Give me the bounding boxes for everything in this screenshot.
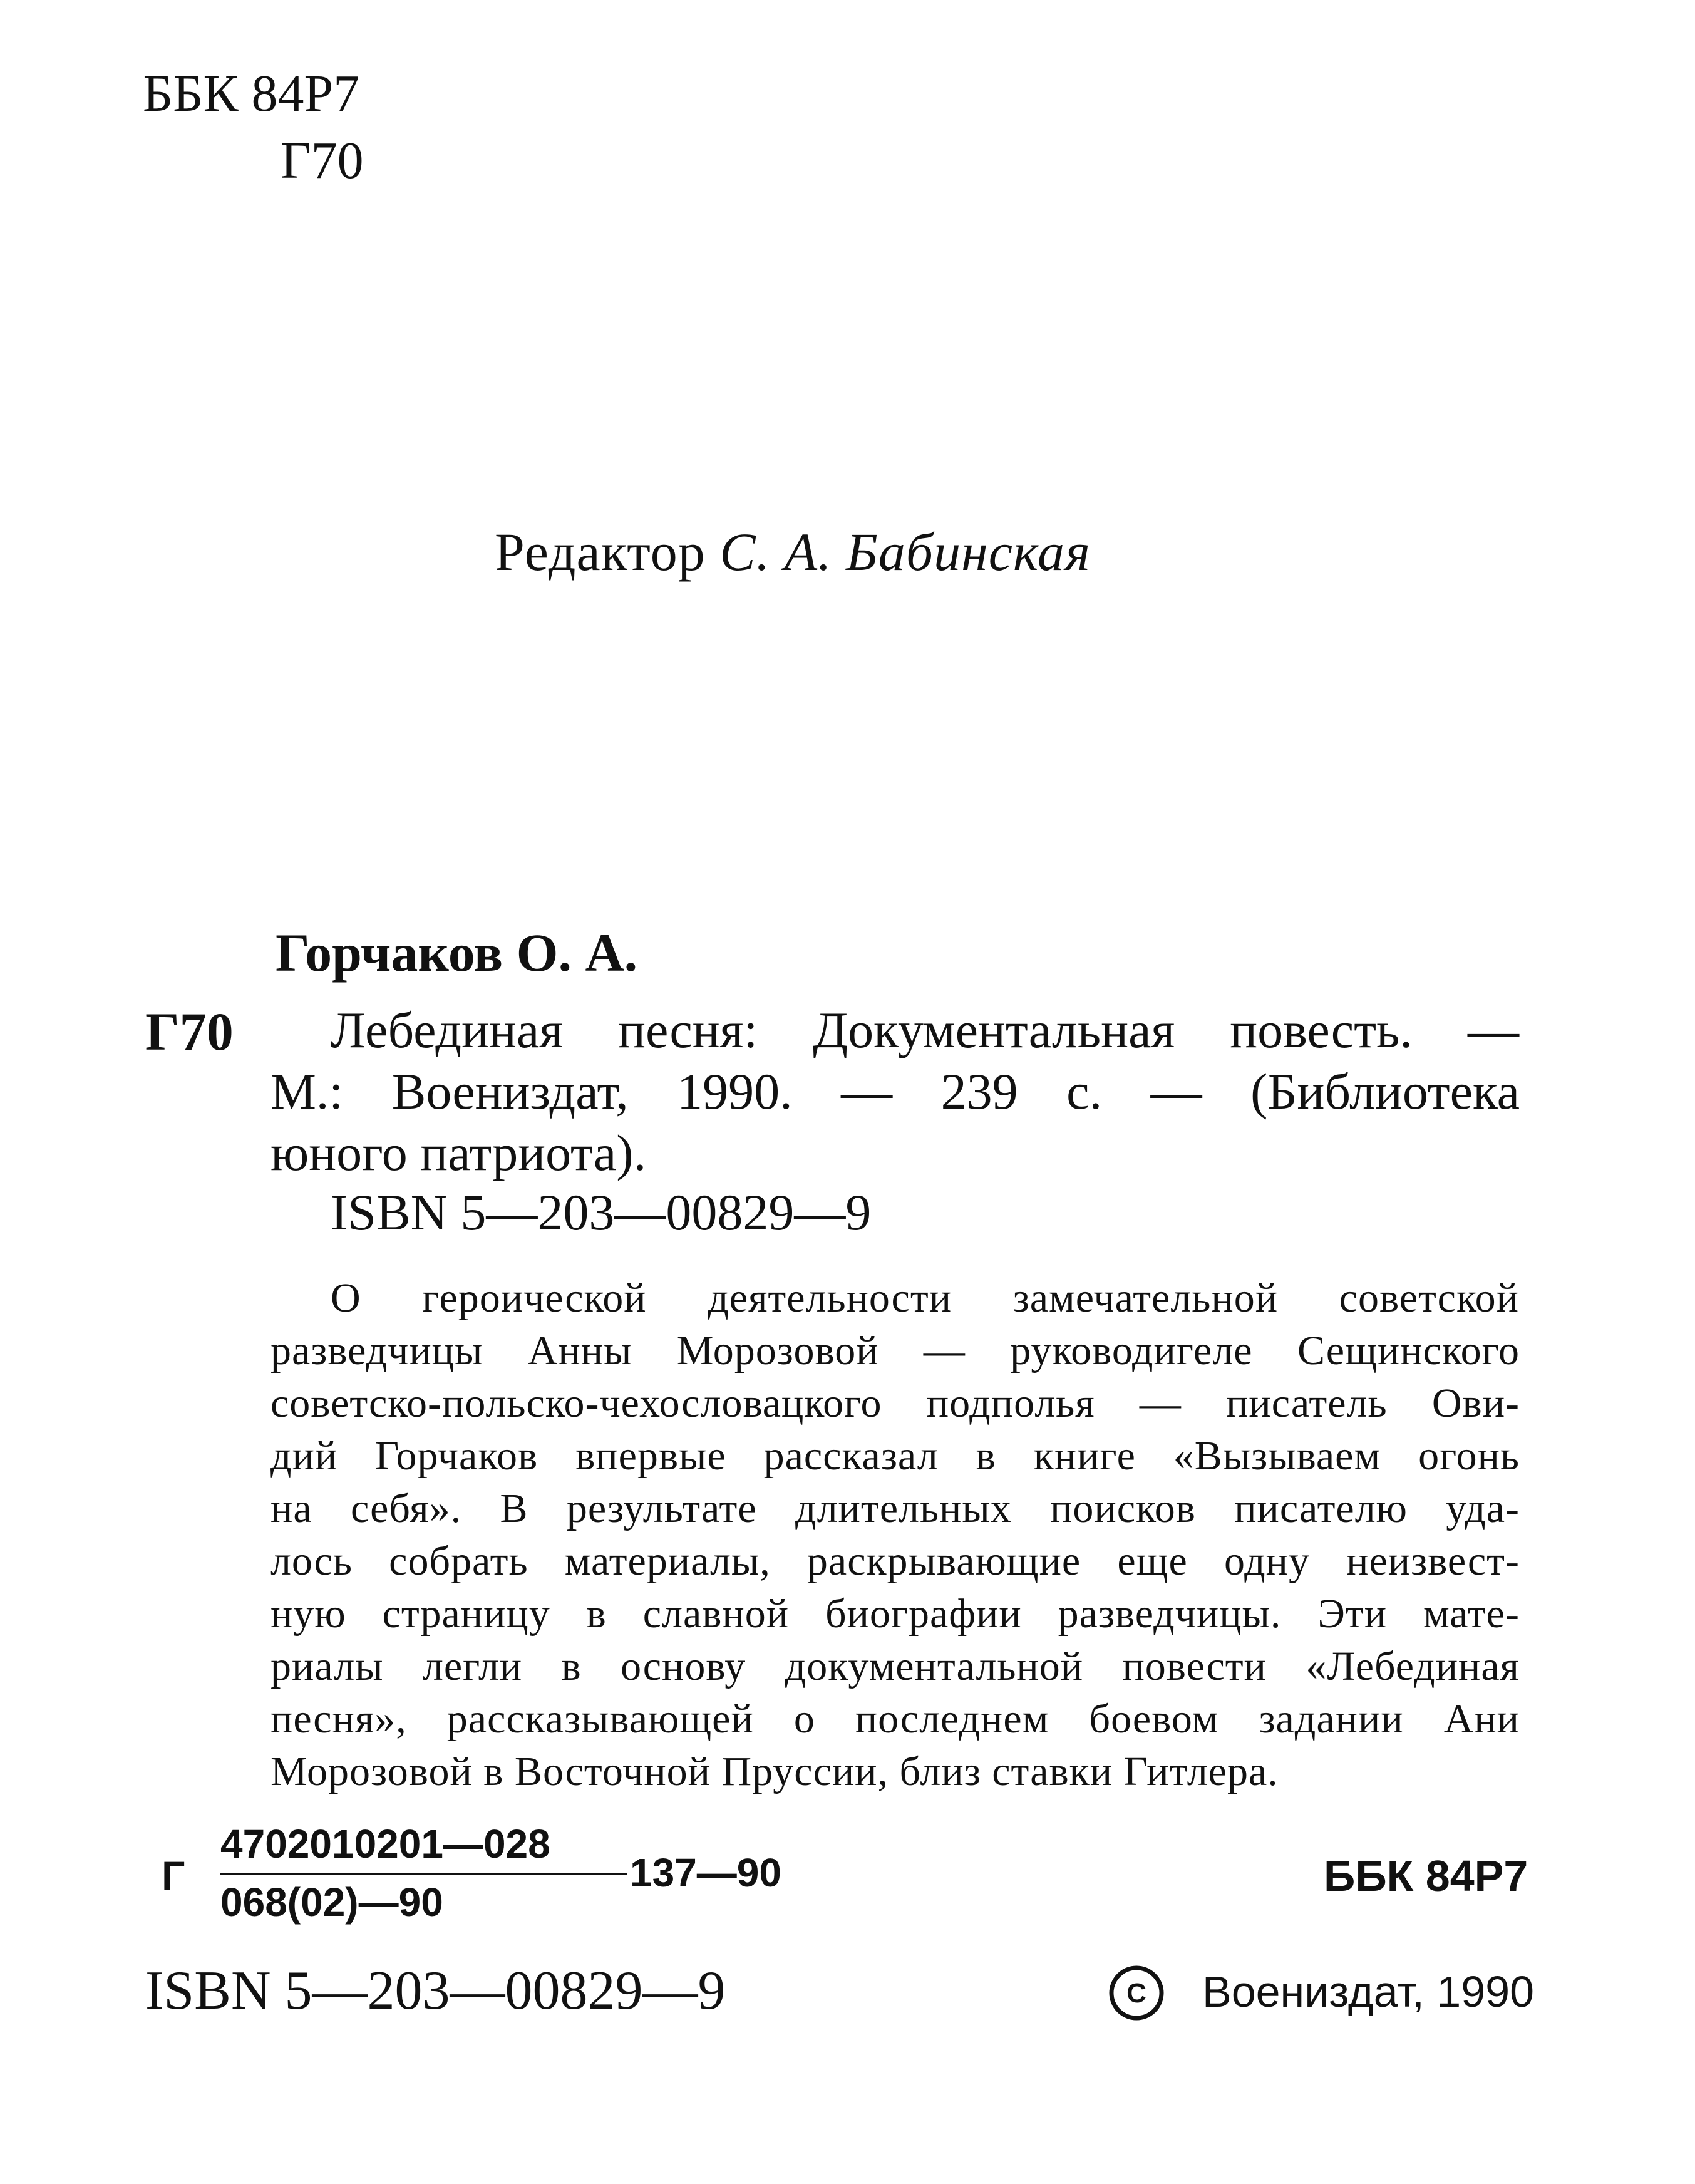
- annotation-line-2: разведчицы Анны Морозовой — руководигеле Сещинского: [270, 1328, 1520, 1374]
- copyright-holder: Воениздат, 1990: [1202, 1967, 1535, 2016]
- footer-g-letter: Г: [162, 1853, 185, 1899]
- annotation-line-10: Морозовой в Восточной Пруссии, близ ставки Гитлера.: [270, 1749, 1279, 1794]
- code-fraction-rule: [220, 1873, 627, 1875]
- annotation-line-8: риалы легли в основу документальной повести «Лебединая: [270, 1643, 1520, 1689]
- copyright-icon: [1108, 1965, 1165, 2021]
- card-author-mark: Г70: [145, 1001, 234, 1062]
- annotation-line-5: на себя». В результате длительных поисков писателю уда-: [270, 1486, 1520, 1531]
- copyright-letter: C: [1126, 1978, 1146, 2009]
- code-numerator: 4702010201—028: [220, 1821, 550, 1866]
- author-mark-top: Г70: [281, 132, 364, 190]
- bibliographic-line-3: юного патриота).: [270, 1124, 647, 1181]
- code-suffix: 137—90: [630, 1850, 781, 1895]
- card-author: Горчаков О. А.: [276, 923, 638, 983]
- bbk-code-bottom: ББК 84Р7: [1324, 1851, 1528, 1900]
- editor-label: Редактор: [495, 522, 706, 582]
- bibliographic-line-2: М.: Воениздат, 1990. — 239 с. — (Библиотека: [270, 1063, 1520, 1120]
- editor-line: [495, 522, 1091, 582]
- annotation-line-1: О героической деятельности замечательной советской: [331, 1275, 1519, 1321]
- footer-isbn: ISBN 5—203—00829—9: [145, 1960, 726, 2021]
- code-denominator: 068(02)—90: [220, 1880, 443, 1925]
- bbk-code-top: ББК 84Р7: [143, 65, 360, 123]
- annotation-line-4: дий Горчаков впервые рассказал в книге «Вызываем огонь: [270, 1433, 1520, 1479]
- annotation-line-9: песня», рассказывающей о последнем боевом задании Ани: [270, 1696, 1520, 1742]
- card-isbn: ISBN 5—203—00829—9: [331, 1184, 872, 1241]
- annotation-line-3: советско-польско-чехословацкого подполья — писатель Ови-: [270, 1380, 1520, 1426]
- annotation-line-6: лось собрать материалы, раскрывающие еще одну неизвест-: [270, 1538, 1520, 1584]
- annotation-line-7: ную страницу в славной биографии разведчицы. Эти мате-: [270, 1591, 1520, 1637]
- editor-name: С. А. Бабинская: [719, 522, 1091, 582]
- bibliographic-line-1: Лебединая песня: Документальная повесть. —: [331, 1001, 1519, 1058]
